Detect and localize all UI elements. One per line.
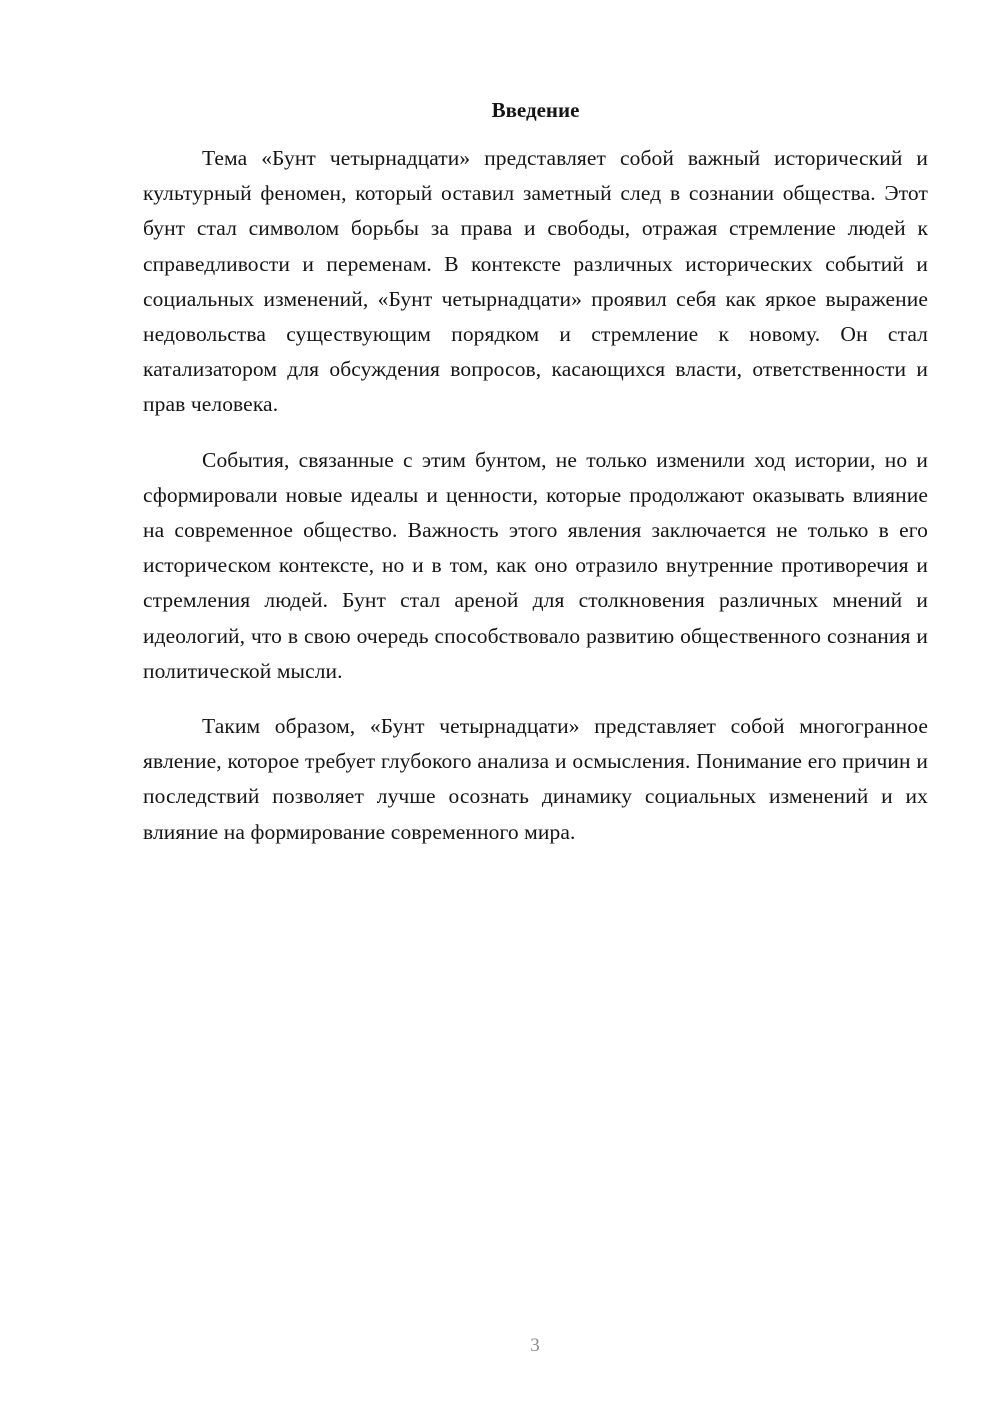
paragraph-2: События, связанные с этим бунтом, не только изменили ход истории, но и сформировали новые идеалы и ценности, которые продолжают оказывать влияние на современное общество. Важность этого явления заключается не только в его историческом контексте, но и в том, как оно отразило внутренние противоречия и стремления людей. Бунт стал ареной для столкновения различных мнений и идеологий, что в свою очередь способствовало развитию общественного сознания и политической мысли. — [143, 447, 928, 683]
paragraph-1: Тема «Бунт четырнадцати» представляет собой важный исторический и культурный феномен, который оставил заметный след в сознании общества. Этот бунт стал символом борьбы за права и свободы, отражая стремление людей к справедливости и переменам. В контексте различных исторических событий и социальных изменений, «Бунт четырнадцати» проявил себя как яркое выражение недовольства существующим порядком и стремление к новому. Он стал катализатором для обсуждения вопросов, касающихся власти, ответственности и прав человека. — [143, 146, 928, 417]
paragraph-3: Таким образом, «Бунт четырнадцати» представляет собой многогранное явление, которое требует глубокого анализа и осмысления. Понимание его причин и последствий позволяет лучше осознать динамику социальных изменений и их влияние на формирование современного мира. — [143, 714, 928, 844]
document-body — [143, 141, 928, 870]
section-heading: Введение — [491, 98, 580, 122]
page-number: 3 — [530, 1335, 540, 1356]
